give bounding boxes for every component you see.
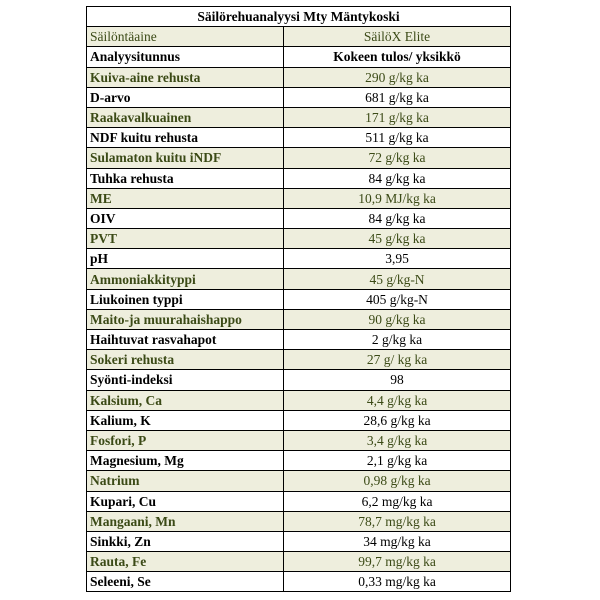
analysis-value-cell: 45 g/kg-N [284,269,511,289]
title-row [87,7,511,27]
analysis-value-cell: 98 [284,370,511,390]
analysis-name-cell: Kalsium, Ca [87,390,284,410]
analysis-value-cell: 34 mg/kg ka [284,531,511,551]
analysis-value-cell: 10,9 MJ/kg ka [284,188,511,208]
table-row [87,330,511,350]
analysis-name-cell: pH [87,249,284,269]
table-body [87,7,511,592]
analysis-name-cell: Raakavalkuainen [87,107,284,127]
analysis-value-cell: 405 g/kg-N [284,289,511,309]
analysis-name-cell: Kuiva-aine rehusta [87,67,284,87]
analysis-value-cell: 4,4 g/kg ka [284,390,511,410]
table-row [87,188,511,208]
table-row [87,390,511,410]
analysis-name-cell: Sinkki, Zn [87,531,284,551]
silage-analysis-table [86,6,511,592]
table-row [87,350,511,370]
analysis-value-cell: 45 g/kg ka [284,229,511,249]
table-row [87,451,511,471]
table-row [87,410,511,430]
table-row [87,289,511,309]
table-row [87,208,511,228]
table-row [87,370,511,390]
table-row [87,309,511,329]
analysis-value-cell: 0,98 g/kg ka [284,471,511,491]
table-row [87,572,511,592]
analysis-value-cell: 171 g/kg ka [284,107,511,127]
table-row [87,168,511,188]
analysis-value-cell: 78,7 mg/kg ka [284,511,511,531]
table-row [87,67,511,87]
analysis-name-cell: Rauta, Fe [87,552,284,572]
analysis-name-cell: Tuhka rehusta [87,168,284,188]
table-row [87,491,511,511]
analysis-value-cell: 290 g/kg ka [284,67,511,87]
analysis-name-cell: Liukoinen typpi [87,289,284,309]
analysis-value-cell: 3,4 g/kg ka [284,430,511,450]
table-row [87,87,511,107]
analysis-name-cell: Maito-ja muurahaishappo [87,309,284,329]
analysis-name-cell: PVT [87,229,284,249]
analysis-value-cell: 2 g/kg ka [284,330,511,350]
analysis-value-cell: 72 g/kg ka [284,148,511,168]
table-row [87,269,511,289]
table-row [87,430,511,450]
analysis-value-cell: 27 g/ kg ka [284,350,511,370]
analysis-name-cell: Sulamaton kuitu iNDF [87,148,284,168]
analysis-value-cell: 511 g/kg ka [284,128,511,148]
analysis-value-cell: 90 g/kg ka [284,309,511,329]
table-title: Säilörehuanalyysi Mty Mäntykoski [87,7,511,27]
table-row [87,531,511,551]
table-row [87,249,511,269]
additive-row [87,27,511,47]
analysis-name-cell: ME [87,188,284,208]
additive-product: SäilöX Elite [284,27,511,47]
table-row [87,128,511,148]
analysis-name-cell: Haihtuvat rasvahapot [87,330,284,350]
analysis-value-cell: 681 g/kg ka [284,87,511,107]
analysis-name-cell: Mangaani, Mn [87,511,284,531]
analysis-name-cell: Kupari, Cu [87,491,284,511]
analysis-value-cell: 28,6 g/kg ka [284,410,511,430]
result-unit-header: Kokeen tulos/ yksikkö [284,47,511,67]
table-row [87,229,511,249]
analysis-value-cell: 84 g/kg ka [284,208,511,228]
analysis-value-cell: 6,2 mg/kg ka [284,491,511,511]
analysis-value-cell: 3,95 [284,249,511,269]
analysis-name-cell: Sokeri rehusta [87,350,284,370]
analysis-name-cell: OIV [87,208,284,228]
analysis-name-cell: Syönti-indeksi [87,370,284,390]
analysis-value-cell: 2,1 g/kg ka [284,451,511,471]
analysis-name-cell: Natrium [87,471,284,491]
analysis-value-cell: 84 g/kg ka [284,168,511,188]
analysis-name-cell: Kalium, K [87,410,284,430]
analysis-value-cell: 0,33 mg/kg ka [284,572,511,592]
analysis-name-cell: Seleeni, Se [87,572,284,592]
analysis-id-header: Analyysitunnus [87,47,284,67]
table-row [87,471,511,491]
analysis-name-cell: D-arvo [87,87,284,107]
analysis-name-cell: Fosfori, P [87,430,284,450]
table-row [87,148,511,168]
analysis-name-cell: Ammoniakkityppi [87,269,284,289]
additive-label: Säilöntäaine [87,27,284,47]
column-header-row [87,47,511,67]
analysis-name-cell: NDF kuitu rehusta [87,128,284,148]
analysis-name-cell: Magnesium, Mg [87,451,284,471]
table-row [87,107,511,127]
table-row [87,511,511,531]
analysis-value-cell: 99,7 mg/kg ka [284,552,511,572]
table-row [87,552,511,572]
